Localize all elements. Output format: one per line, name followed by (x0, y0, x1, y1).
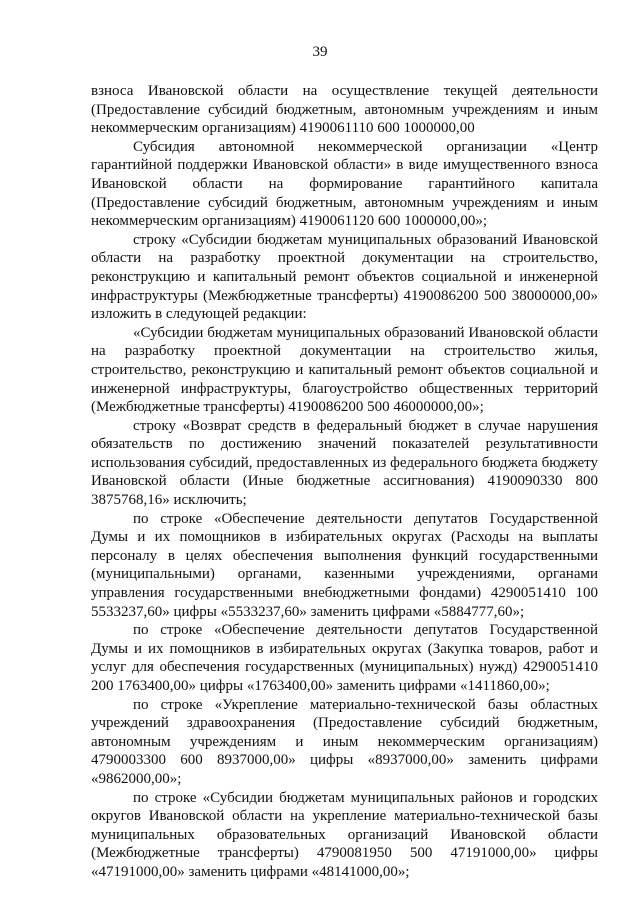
paragraph-education-base: по строке «Субсидии бюджетам муниципальных районов и городских округов Ивановской области на укрепление материально-технической базы муниципальных образовательных организаций Ивановской области (Межбюджетные трансферты) 4790081950 500 47191000,00» цифры «47191000,00» заменить цифрами «48141000,00»; (91, 789, 598, 880)
paragraph-new-wording: «Субсидии бюджетам муниципальных образований Ивановской области на разработку проектной документации на строительство жилья, строительство, реконструкцию и капитальный ремонт объектов социальной и инженерной инфраструктуры, благоустройство общественных территорий (Межбюджетные трансферты) 4190086200 500 46000000,00»; (91, 324, 598, 416)
paragraph-line-design-documentation: строку «Субсидии бюджетам муниципальных образований Ивановской области на разработку проектной документации на строительство, реконструкцию и капитальный ремонт объектов социальной и инженерной инфраструктуры (Межбюджетные трансферты) 4190086200 500 38000000,00» изложить в следующей редакции: (91, 231, 598, 323)
page-number: 39 (312, 44, 328, 60)
document-body (91, 82, 598, 882)
paragraph-subsidy-guarantee-center: Субсидия автономной некоммерческой организации «Центр гарантийной поддержки Ивановской области» в виде имущественного взноса Ивановской области на формирование гарантийного капитала (Предоставление субсидий бюджетным, автономным учреждениям и иным некоммерческим организациям) 4190061120 600 1000000,00»; (91, 138, 598, 230)
paragraph-line-return-funds: строку «Возврат средств в федеральный бюджет в случае нарушения обязательств по достижению значений показателей результативности использования субсидий, предоставленных из федерального бюджета бюджету Ивановской области (Иные бюджетные ассигнования) 4190090330 800 3875768,16» исключить; (91, 417, 598, 509)
paragraph-duma-deputies-procurement: по строке «Обеспечение деятельности депутатов Государственной Думы и их помощников в избирательных округах (Закупка товаров, работ и услуг для обеспечения государственных (муниципальных) нужд) 4290051410 200 1763400,00» цифры «1763400,00» заменить цифрами «1411860,00»; (91, 622, 598, 694)
paragraph-continuation: взноса Ивановской области на осуществление текущей деятельности (Предоставление субсидий бюджетным, автономным учреждениям и иным некоммерческим организациям) 4190061110 600 1000000,00 (91, 83, 598, 137)
paragraph-healthcare-base: по строке «Укрепление материально-технической базы областных учреждений здравоохранения (Предоставление субсидий бюджетным, автономным учреждениям и иным некоммерческим организациям) 4790003300 600 8937000,00» цифры «8937000,00» заменить цифрами «9862000,00»; (91, 696, 598, 787)
paragraph-duma-deputies-personnel: по строке «Обеспечение деятельности депутатов Государственной Думы и их помощников в избирательных округах (Расходы на выплаты персоналу в целях обеспечения выполнения функций государственными (муниципальными) органами, казенными учреждениями, органами управления государственными внебюджетными фондами) 4290051410 100 5533237,60» цифры «5533237,60» заменить цифрами «5884777,60»; (91, 510, 598, 620)
